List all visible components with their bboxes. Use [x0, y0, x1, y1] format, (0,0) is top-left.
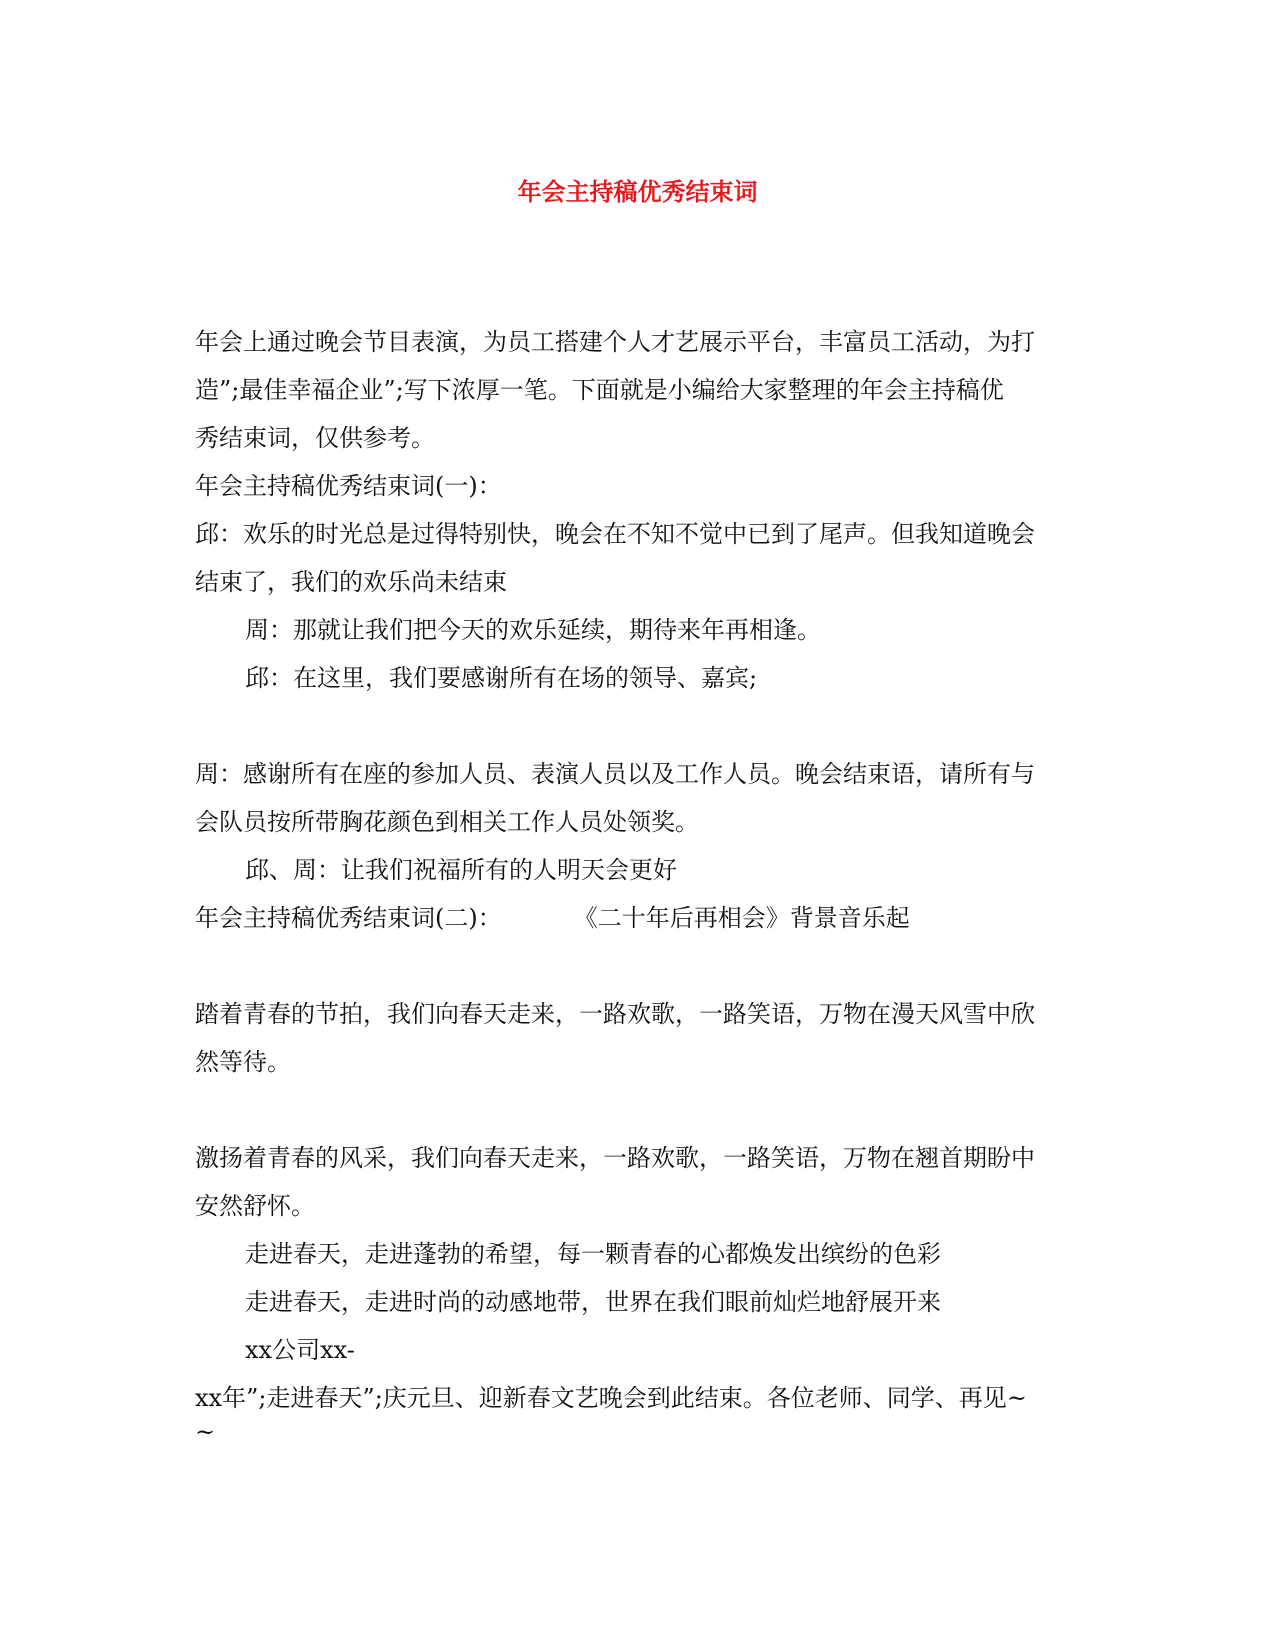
paragraph-line: 周：那就让我们把今天的欢乐延续，期待来年再相逢。 — [245, 616, 821, 644]
section-heading-line — [195, 894, 1075, 942]
document-body — [195, 318, 1075, 1446]
paragraph-line: 走进春天，走进时尚的动感地带，世界在我们眼前灿烂地舒展开来 — [245, 1288, 941, 1316]
paragraph-line: 结束了，我们的欢乐尚未结束 — [195, 568, 507, 596]
paragraph-line: 然等待。 — [195, 1048, 291, 1076]
paragraph-line: 邱：在这里，我们要感谢所有在场的领导、嘉宾; — [245, 664, 758, 692]
paragraph-line: 邱：欢乐的时光总是过得特别快，晚会在不知不觉中已到了尾声。但我知道晚会 — [195, 520, 1035, 548]
paragraph-line: 造”;最佳幸福企业”;写下浓厚一笔。下面就是小编给大家整理的年会主持稿优 — [195, 376, 1004, 404]
paragraph-line: 踏着青春的节拍，我们向春天走来，一路欢歌，一路笑语，万物在漫天风雪中欣 — [195, 1000, 1035, 1028]
section-heading: 年会主持稿优秀结束词(一)： — [195, 472, 502, 500]
paragraph-line: 周：感谢所有在座的参加人员、表演人员以及工作人员。晚会结束语，请所有与 — [195, 760, 1035, 788]
paragraph-line: 安然舒怀。 — [195, 1192, 315, 1220]
paragraph-line: 会队员按所带胸花颜色到相关工作人员处领奖。 — [195, 808, 699, 836]
paragraph-line: 年会上通过晚会节目表演，为员工搭建个人才艺展示平台，丰富员工活动，为打 — [195, 328, 1035, 356]
paragraph-line: xx年”;走进春天”;庆元旦、迎新春文艺晚会到此结束。各位老师、同学、再见~ — [195, 1384, 1027, 1412]
music-cue: 《二十年后再相会》背景音乐起 — [573, 904, 910, 932]
paragraph-line: 秀结束词，仅供参考。 — [195, 424, 435, 452]
paragraph-line: 走进春天，走进蓬勃的希望，每一颗青春的心都焕发出缤纷的色彩 — [245, 1240, 941, 1268]
paragraph-line: 邱、周：让我们祝福所有的人明天会更好 — [245, 856, 677, 884]
section-heading: 年会主持稿优秀结束词(二)： — [195, 904, 502, 932]
paragraph-line: 激扬着青春的风采，我们向春天走来，一路欢歌，一路笑语，万物在翘首期盼中 — [195, 1144, 1035, 1172]
document-title: 年会主持稿优秀结束词 — [517, 178, 758, 206]
paragraph-line: xx公司xx- — [245, 1336, 355, 1364]
paragraph-line: ~ — [195, 1418, 216, 1446]
